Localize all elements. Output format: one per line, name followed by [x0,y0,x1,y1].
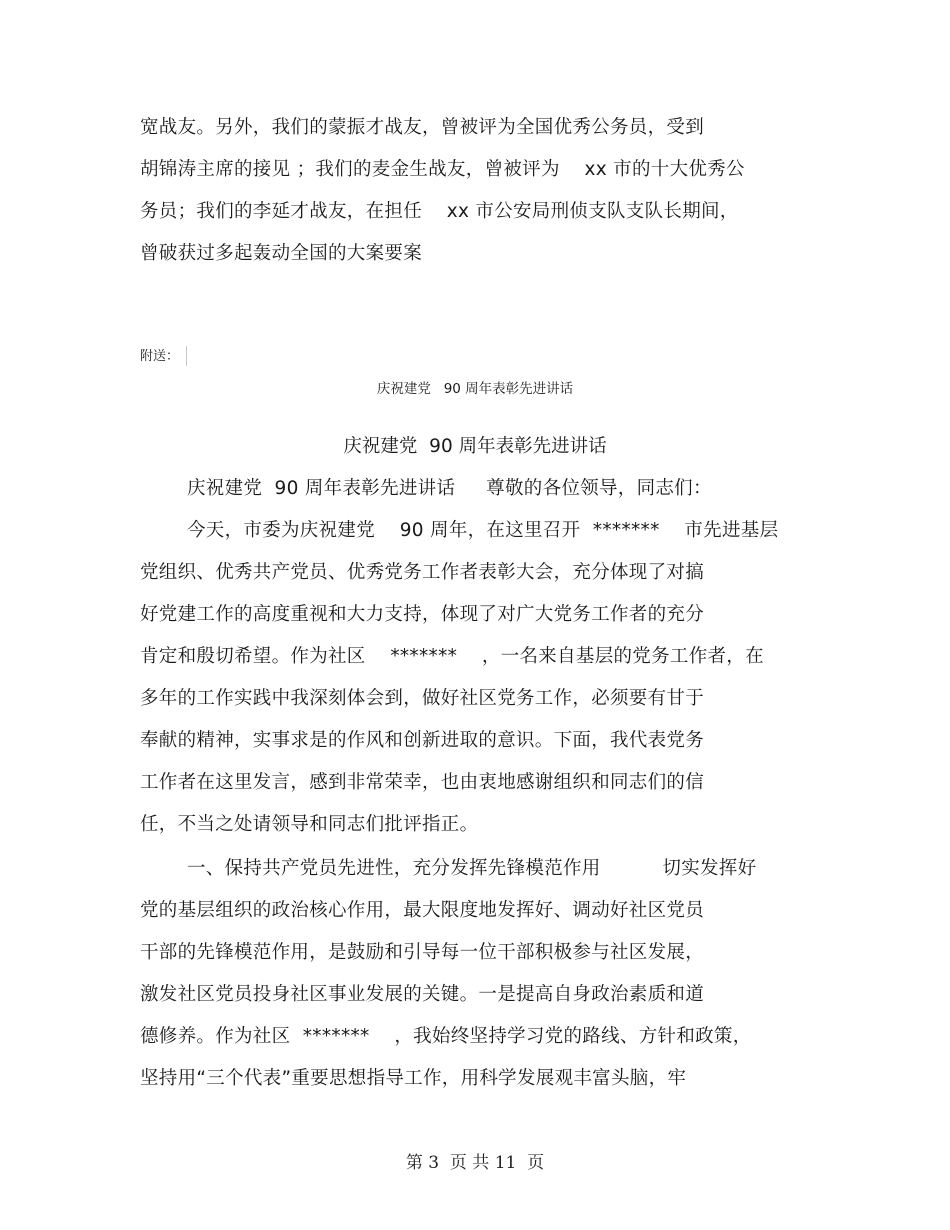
document-title: 庆祝建党 90 周年表彰先进讲话 [343,436,607,457]
paragraph-line: 多年的工作实践中我深刻体会到，做好社区党务工作，必须要有甘于 [140,688,705,709]
paragraph-line: 党的基层组织的政治核心作用，最大限度地发挥好、调动好社区党员 [140,900,705,921]
subtitle: 庆祝建党 90 周年表彰先进讲话 [376,381,574,397]
paragraph-line: 任，不当之处请领导和同志们批评指正。 [140,814,479,835]
paragraph-line: 曾破获过多起轰动全国的大案要案 [140,243,423,264]
appendix-label: 附送： [140,349,180,364]
page-number-footer: 第 3 页 共 11 页 [405,1153,545,1173]
paragraph-line: 激发社区党员投身社区事业发展的关键。一是提高自身政治素质和道 [140,984,705,1005]
paragraph-line: 党组织、优秀共产党员、优秀党务工作者表彰大会，充分体现了对搞 [140,562,705,583]
paragraph-line: 今天，市委为庆祝建党 90 周年，在这里召开 ******* 市先进基层 [187,520,779,541]
paragraph-line: 务员；我们的李延才战友，在担任 xx 市公安局刑侦支队支队长期间， [140,201,739,222]
paragraph-line: 胡锦涛主席的接见 ；我们的麦金生战友，曾被评为 xx 市的十大优秀公 [140,159,745,180]
paragraph-line: 肯定和殷切希望。作为社区 ******* ，一名来自基层的党务工作者，在 [140,646,764,667]
paragraph-line: 宽战友。另外，我们的蒙振才战友，曾被评为全国优秀公务员，受到 [140,117,705,138]
paragraph-line: 好党建工作的高度重视和大力支持，体现了对广大党务工作者的充分 [140,604,705,625]
annotation-marker [186,346,187,366]
paragraph-line: 一、保持共产党员先进性，充分发挥先锋模范作用 切实发挥好 [187,858,757,879]
paragraph-line: 坚持用“三个代表”重要思想指导工作，用科学发展观丰富头脑，牢 [140,1068,687,1089]
paragraph-line: 工作者在这里发言，感到非常荣幸，也由衷地感谢组织和同志们的信 [140,772,705,793]
paragraph-line: 奉献的精神，实事求是的作风和创新进取的意识。下面，我代表党务 [140,730,705,751]
paragraph-line: 德修养。作为社区 ******* ，我始终坚持学习党的路线、方针和政策， [140,1026,752,1047]
paragraph-line: 庆祝建党 90 周年表彰先进讲话 尊敬的各位领导，同志们： [187,478,712,499]
paragraph-line: 干部的先锋模范作用，是鼓励和引导每一位干部积极参与社区发展， [140,942,705,963]
